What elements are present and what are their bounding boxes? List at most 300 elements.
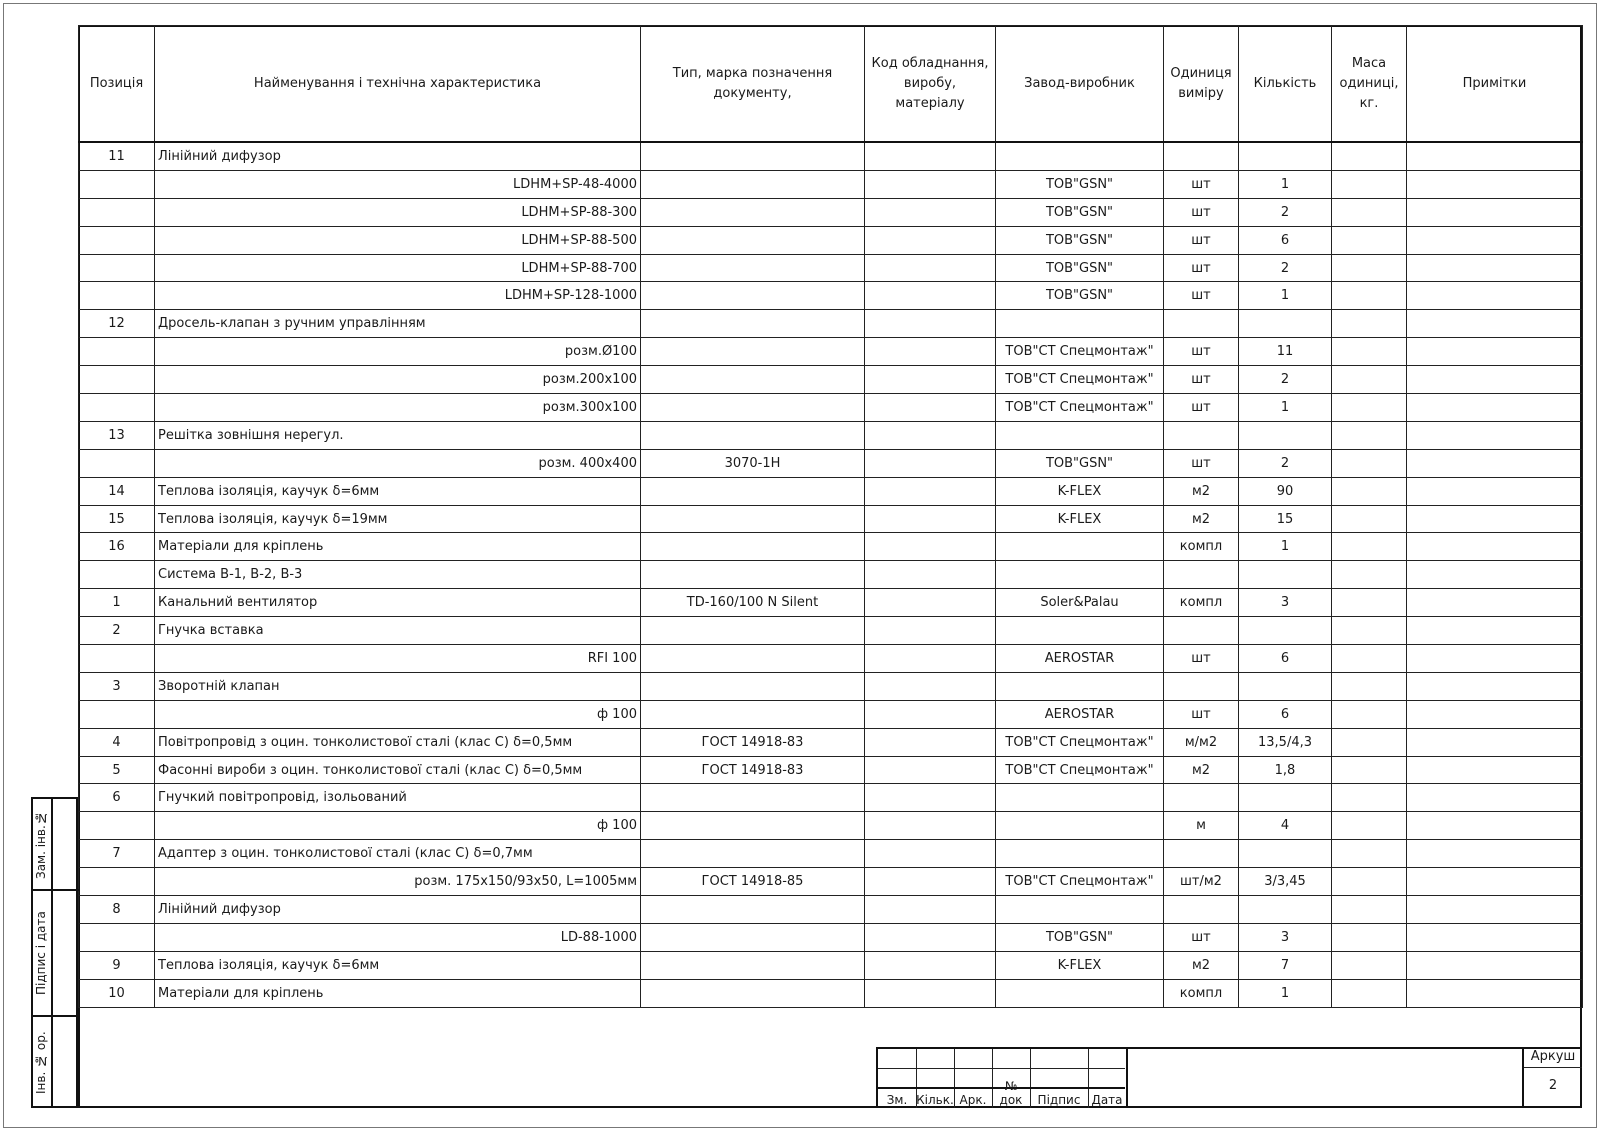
- cell-unit: [1164, 617, 1239, 645]
- cell-mass: [1332, 923, 1407, 951]
- cell-name: Теплова ізоляція, каучук δ=6мм: [155, 477, 641, 505]
- cell-unit: [1164, 310, 1239, 338]
- cell-unit: м2: [1164, 505, 1239, 533]
- cell-mass: [1332, 142, 1407, 170]
- cell-code: [865, 226, 996, 254]
- cell-type: [641, 505, 865, 533]
- cell-quantity: 7: [1239, 951, 1332, 979]
- cell-quantity: 2: [1239, 449, 1332, 477]
- cell-position: [79, 923, 155, 951]
- tb-line: [1126, 1049, 1128, 1108]
- cell-mass: [1332, 449, 1407, 477]
- cell-name: розм.200х100: [155, 366, 641, 394]
- stamp-line: [33, 889, 80, 891]
- cell-code: [865, 784, 996, 812]
- cell-type: [641, 421, 865, 449]
- cell-quantity: [1239, 784, 1332, 812]
- cell-mass: [1332, 394, 1407, 422]
- cell-quantity: 3: [1239, 923, 1332, 951]
- cell-type: [641, 672, 865, 700]
- cell-mass: [1332, 198, 1407, 226]
- cell-notes: [1407, 394, 1583, 422]
- cell-type: [641, 840, 865, 868]
- cell-code: [865, 589, 996, 617]
- cell-quantity: 15: [1239, 505, 1332, 533]
- cell-maker: AEROSTAR: [996, 645, 1164, 673]
- cell-position: 15: [79, 505, 155, 533]
- cell-maker: ТОВ"СТ Спецмонтаж": [996, 366, 1164, 394]
- cell-code: [865, 868, 996, 896]
- sheet-number-box: [1522, 1047, 1582, 1108]
- cell-maker: ТОВ"GSN": [996, 254, 1164, 282]
- cell-quantity: 2: [1239, 198, 1332, 226]
- cell-unit: шт: [1164, 923, 1239, 951]
- cell-code: [865, 170, 996, 198]
- cell-type: ГОСТ 14918-83: [641, 728, 865, 756]
- tb-data: Дата: [1091, 1093, 1123, 1107]
- cell-notes: [1407, 645, 1583, 673]
- table-row: [79, 812, 1583, 840]
- cell-position: [79, 645, 155, 673]
- cell-position: [79, 226, 155, 254]
- cell-code: [865, 338, 996, 366]
- table-row: [79, 840, 1583, 868]
- cell-mass: [1332, 477, 1407, 505]
- table-row: [79, 868, 1583, 896]
- cell-maker: [996, 812, 1164, 840]
- cell-unit: компл: [1164, 589, 1239, 617]
- sheet-label: Аркуш: [1530, 1049, 1576, 1064]
- cell-code: [865, 366, 996, 394]
- cell-name: Зворотній клапан: [155, 672, 641, 700]
- table-row: [79, 282, 1583, 310]
- cell-name: розм. 175х150/93х50, L=1005мм: [155, 868, 641, 896]
- cell-mass: [1332, 505, 1407, 533]
- table-row: [79, 505, 1583, 533]
- tb-ndok: № док: [999, 1079, 1023, 1107]
- header-type: Тип, марка позначення документу,: [641, 26, 865, 143]
- cell-maker: ТОВ"GSN": [996, 449, 1164, 477]
- cell-unit: [1164, 561, 1239, 589]
- cell-mass: [1332, 617, 1407, 645]
- table-row: [79, 394, 1583, 422]
- cell-unit: [1164, 896, 1239, 924]
- cell-name: Теплова ізоляція, каучук δ=19мм: [155, 505, 641, 533]
- cell-code: [865, 728, 996, 756]
- cell-type: [641, 477, 865, 505]
- cell-notes: [1407, 142, 1583, 170]
- cell-name: Гнучкий повітропровід, ізольований: [155, 784, 641, 812]
- cell-name: Канальний вентилятор: [155, 589, 641, 617]
- cell-type: [641, 366, 865, 394]
- cell-name: LDHM+SP-88-700: [155, 254, 641, 282]
- table-row: [79, 254, 1583, 282]
- cell-position: 3: [79, 672, 155, 700]
- cell-quantity: 90: [1239, 477, 1332, 505]
- header-name: Найменування і технічна характеристика: [155, 26, 641, 143]
- table-row: [79, 700, 1583, 728]
- cell-code: [865, 923, 996, 951]
- stamp-zam-inv: Зам. інв.№: [34, 811, 48, 879]
- cell-type: [641, 896, 865, 924]
- table-row: [79, 533, 1583, 561]
- header-mass: Маса одиниці, кг.: [1332, 26, 1407, 143]
- cell-code: [865, 979, 996, 1007]
- cell-name: Решітка зовнішня нерегул.: [155, 421, 641, 449]
- table-row: [79, 561, 1583, 589]
- cell-type: [641, 784, 865, 812]
- cell-name: Гнучка вставка: [155, 617, 641, 645]
- cell-maker: [996, 310, 1164, 338]
- cell-type: [641, 254, 865, 282]
- cell-position: 16: [79, 533, 155, 561]
- cell-maker: ТОВ"СТ Спецмонтаж": [996, 756, 1164, 784]
- table-row: [79, 310, 1583, 338]
- cell-name: Лінійний дифузор: [155, 896, 641, 924]
- table-row: [79, 756, 1583, 784]
- cell-position: 14: [79, 477, 155, 505]
- cell-position: 8: [79, 896, 155, 924]
- cell-code: [865, 840, 996, 868]
- cell-maker: [996, 142, 1164, 170]
- cell-position: 9: [79, 951, 155, 979]
- cell-mass: [1332, 170, 1407, 198]
- cell-unit: [1164, 672, 1239, 700]
- cell-notes: [1407, 282, 1583, 310]
- cell-type: [641, 394, 865, 422]
- cell-notes: [1407, 812, 1583, 840]
- cell-unit: м2: [1164, 756, 1239, 784]
- cell-position: [79, 449, 155, 477]
- cell-quantity: 2: [1239, 366, 1332, 394]
- cell-notes: [1407, 310, 1583, 338]
- cell-mass: [1332, 338, 1407, 366]
- cell-notes: [1407, 198, 1583, 226]
- cell-maker: ТОВ"GSN": [996, 170, 1164, 198]
- cell-mass: [1332, 366, 1407, 394]
- cell-type: [641, 533, 865, 561]
- cell-quantity: 6: [1239, 226, 1332, 254]
- cell-unit: компл: [1164, 979, 1239, 1007]
- cell-unit: шт: [1164, 226, 1239, 254]
- cell-position: 6: [79, 784, 155, 812]
- cell-position: 7: [79, 840, 155, 868]
- cell-notes: [1407, 868, 1583, 896]
- cell-notes: [1407, 170, 1583, 198]
- cell-position: 13: [79, 421, 155, 449]
- cell-unit: шт: [1164, 198, 1239, 226]
- table-row: [79, 589, 1583, 617]
- cell-position: [79, 170, 155, 198]
- cell-code: [865, 142, 996, 170]
- cell-name: Матеріали для кріплень: [155, 533, 641, 561]
- cell-code: [865, 421, 996, 449]
- cell-notes: [1407, 672, 1583, 700]
- cell-quantity: 1: [1239, 170, 1332, 198]
- cell-position: 12: [79, 310, 155, 338]
- cell-notes: [1407, 589, 1583, 617]
- specification-table: [78, 25, 1583, 1008]
- table-row: [79, 477, 1583, 505]
- cell-quantity: [1239, 561, 1332, 589]
- cell-unit: шт: [1164, 254, 1239, 282]
- cell-type: [641, 979, 865, 1007]
- cell-mass: [1332, 226, 1407, 254]
- cell-position: [79, 394, 155, 422]
- cell-type: [641, 170, 865, 198]
- cell-maker: [996, 896, 1164, 924]
- cell-type: ГОСТ 14918-83: [641, 756, 865, 784]
- cell-quantity: 1: [1239, 282, 1332, 310]
- cell-name: ф 100: [155, 700, 641, 728]
- cell-name: ф 100: [155, 812, 641, 840]
- table-body: [79, 142, 1583, 1007]
- cell-maker: ТОВ"СТ Спецмонтаж": [996, 394, 1164, 422]
- cell-code: [865, 700, 996, 728]
- cell-maker: [996, 533, 1164, 561]
- cell-maker: K-FLEX: [996, 951, 1164, 979]
- cell-code: [865, 672, 996, 700]
- cell-code: [865, 812, 996, 840]
- cell-unit: шт: [1164, 282, 1239, 310]
- cell-name: LDHM+SP-48-4000: [155, 170, 641, 198]
- cell-quantity: [1239, 310, 1332, 338]
- cell-mass: [1332, 254, 1407, 282]
- cell-maker: [996, 561, 1164, 589]
- cell-quantity: 1: [1239, 394, 1332, 422]
- cell-maker: ТОВ"СТ Спецмонтаж": [996, 338, 1164, 366]
- cell-notes: [1407, 477, 1583, 505]
- cell-code: [865, 310, 996, 338]
- cell-maker: [996, 617, 1164, 645]
- cell-mass: [1332, 840, 1407, 868]
- tb-pidpys: Підпис: [1037, 1093, 1081, 1107]
- cell-code: [865, 533, 996, 561]
- stamp-strip: [31, 797, 78, 1108]
- cell-type: [641, 198, 865, 226]
- cell-type: [641, 617, 865, 645]
- table-row: [79, 198, 1583, 226]
- table-row: [79, 226, 1583, 254]
- cell-notes: [1407, 700, 1583, 728]
- cell-maker: [996, 784, 1164, 812]
- cell-code: [865, 645, 996, 673]
- table-row: [79, 784, 1583, 812]
- cell-mass: [1332, 756, 1407, 784]
- cell-quantity: [1239, 421, 1332, 449]
- cell-maker: ТОВ"GSN": [996, 198, 1164, 226]
- cell-name: Фасонні вироби з оцин. тонколистової сталі (клас С) δ=0,5мм: [155, 756, 641, 784]
- cell-code: [865, 198, 996, 226]
- cell-type: [641, 812, 865, 840]
- cell-mass: [1332, 896, 1407, 924]
- cell-quantity: [1239, 142, 1332, 170]
- table-row: [79, 728, 1583, 756]
- cell-notes: [1407, 366, 1583, 394]
- cell-name: LDHM+SP-88-500: [155, 226, 641, 254]
- cell-unit: [1164, 142, 1239, 170]
- cell-mass: [1332, 784, 1407, 812]
- table-row: [79, 951, 1583, 979]
- header-unit: Одиниця виміру: [1164, 26, 1239, 143]
- cell-type: ГОСТ 14918-85: [641, 868, 865, 896]
- cell-maker: [996, 840, 1164, 868]
- cell-unit: [1164, 840, 1239, 868]
- table-row: [79, 421, 1583, 449]
- cell-notes: [1407, 254, 1583, 282]
- cell-quantity: 4: [1239, 812, 1332, 840]
- cell-mass: [1332, 728, 1407, 756]
- cell-mass: [1332, 868, 1407, 896]
- cell-quantity: [1239, 840, 1332, 868]
- cell-maker: ТОВ"GSN": [996, 226, 1164, 254]
- table-row: [79, 170, 1583, 198]
- cell-notes: [1407, 561, 1583, 589]
- sheet-number-sep: [1524, 1067, 1582, 1068]
- cell-name: LDHM+SP-128-1000: [155, 282, 641, 310]
- cell-quantity: 2: [1239, 254, 1332, 282]
- cell-mass: [1332, 700, 1407, 728]
- cell-mass: [1332, 533, 1407, 561]
- cell-name: LDHM+SP-88-300: [155, 198, 641, 226]
- cell-position: 1: [79, 589, 155, 617]
- table-row: [79, 338, 1583, 366]
- cell-unit: м: [1164, 812, 1239, 840]
- cell-notes: [1407, 449, 1583, 477]
- cell-name: RFI 100: [155, 645, 641, 673]
- cell-quantity: [1239, 896, 1332, 924]
- cell-type: [641, 951, 865, 979]
- tb-ark: Арк.: [959, 1093, 987, 1107]
- stamp-line: [33, 1015, 80, 1017]
- cell-unit: шт: [1164, 700, 1239, 728]
- cell-maker: K-FLEX: [996, 505, 1164, 533]
- cell-quantity: 1: [1239, 979, 1332, 1007]
- cell-name: розм.Ø100: [155, 338, 641, 366]
- cell-unit: [1164, 421, 1239, 449]
- cell-quantity: 3: [1239, 589, 1332, 617]
- cell-position: [79, 254, 155, 282]
- cell-type: [641, 645, 865, 673]
- cell-mass: [1332, 672, 1407, 700]
- title-block: [876, 1047, 1582, 1108]
- cell-type: [641, 561, 865, 589]
- cell-unit: компл: [1164, 533, 1239, 561]
- cell-position: [79, 700, 155, 728]
- tb-kilk: Кільк.: [916, 1093, 954, 1107]
- cell-type: [641, 226, 865, 254]
- cell-position: [79, 338, 155, 366]
- cell-maker: Soler&Palau: [996, 589, 1164, 617]
- cell-name: Лінійний дифузор: [155, 142, 641, 170]
- cell-position: [79, 868, 155, 896]
- cell-name: Матеріали для кріплень: [155, 979, 641, 1007]
- table-row: [79, 142, 1583, 170]
- cell-unit: шт: [1164, 449, 1239, 477]
- tb-line: [878, 1068, 1125, 1069]
- cell-type: [641, 310, 865, 338]
- cell-quantity: 6: [1239, 700, 1332, 728]
- cell-maker: [996, 979, 1164, 1007]
- cell-unit: шт: [1164, 170, 1239, 198]
- cell-maker: AEROSTAR: [996, 700, 1164, 728]
- cell-code: [865, 477, 996, 505]
- cell-mass: [1332, 645, 1407, 673]
- cell-name: розм.300х100: [155, 394, 641, 422]
- cell-notes: [1407, 533, 1583, 561]
- cell-position: 10: [79, 979, 155, 1007]
- cell-position: 2: [79, 617, 155, 645]
- cell-position: [79, 812, 155, 840]
- cell-position: 5: [79, 756, 155, 784]
- cell-quantity: 11: [1239, 338, 1332, 366]
- cell-unit: м2: [1164, 951, 1239, 979]
- cell-code: [865, 505, 996, 533]
- cell-position: [79, 561, 155, 589]
- cell-notes: [1407, 505, 1583, 533]
- cell-notes: [1407, 840, 1583, 868]
- table-row: [79, 923, 1583, 951]
- stamp-pidpys-data: Підпис і дата: [34, 911, 48, 995]
- cell-unit: м2: [1164, 477, 1239, 505]
- cell-type: [641, 923, 865, 951]
- table-row: [79, 896, 1583, 924]
- cell-code: [865, 561, 996, 589]
- cell-maker: ТОВ"GSN": [996, 923, 1164, 951]
- cell-mass: [1332, 561, 1407, 589]
- cell-name: Повітропровід з оцин. тонколистової сталі (клас С) δ=0,5мм: [155, 728, 641, 756]
- table-row: [79, 366, 1583, 394]
- cell-unit: [1164, 784, 1239, 812]
- cell-code: [865, 951, 996, 979]
- stamp-inv-or: Інв. № ор.: [34, 1031, 48, 1095]
- cell-code: [865, 282, 996, 310]
- cell-notes: [1407, 338, 1583, 366]
- cell-position: [79, 198, 155, 226]
- cell-quantity: 1,8: [1239, 756, 1332, 784]
- cell-notes: [1407, 421, 1583, 449]
- cell-name: Теплова ізоляція, каучук δ=6мм: [155, 951, 641, 979]
- cell-notes: [1407, 923, 1583, 951]
- cell-code: [865, 756, 996, 784]
- cell-unit: шт: [1164, 394, 1239, 422]
- sheet-number: 2: [1548, 1078, 1558, 1093]
- cell-code: [865, 617, 996, 645]
- cell-unit: шт: [1164, 366, 1239, 394]
- cell-unit: м/м2: [1164, 728, 1239, 756]
- cell-maker: [996, 421, 1164, 449]
- cell-type: [641, 282, 865, 310]
- cell-mass: [1332, 951, 1407, 979]
- header-position: Позиція: [79, 26, 155, 143]
- cell-mass: [1332, 589, 1407, 617]
- cell-code: [865, 449, 996, 477]
- cell-maker: ТОВ"СТ Спецмонтаж": [996, 728, 1164, 756]
- table-header: [79, 26, 1583, 143]
- cell-quantity: 6: [1239, 645, 1332, 673]
- header-maker: Завод-виробник: [996, 26, 1164, 143]
- cell-type: TD-160/100 N Silent: [641, 589, 865, 617]
- cell-name: розм. 400х400: [155, 449, 641, 477]
- cell-position: 11: [79, 142, 155, 170]
- cell-notes: [1407, 896, 1583, 924]
- cell-type: [641, 338, 865, 366]
- cell-notes: [1407, 226, 1583, 254]
- cell-quantity: [1239, 672, 1332, 700]
- cell-notes: [1407, 756, 1583, 784]
- header-quantity: Кількість: [1239, 26, 1332, 143]
- cell-quantity: 13,5/4,3: [1239, 728, 1332, 756]
